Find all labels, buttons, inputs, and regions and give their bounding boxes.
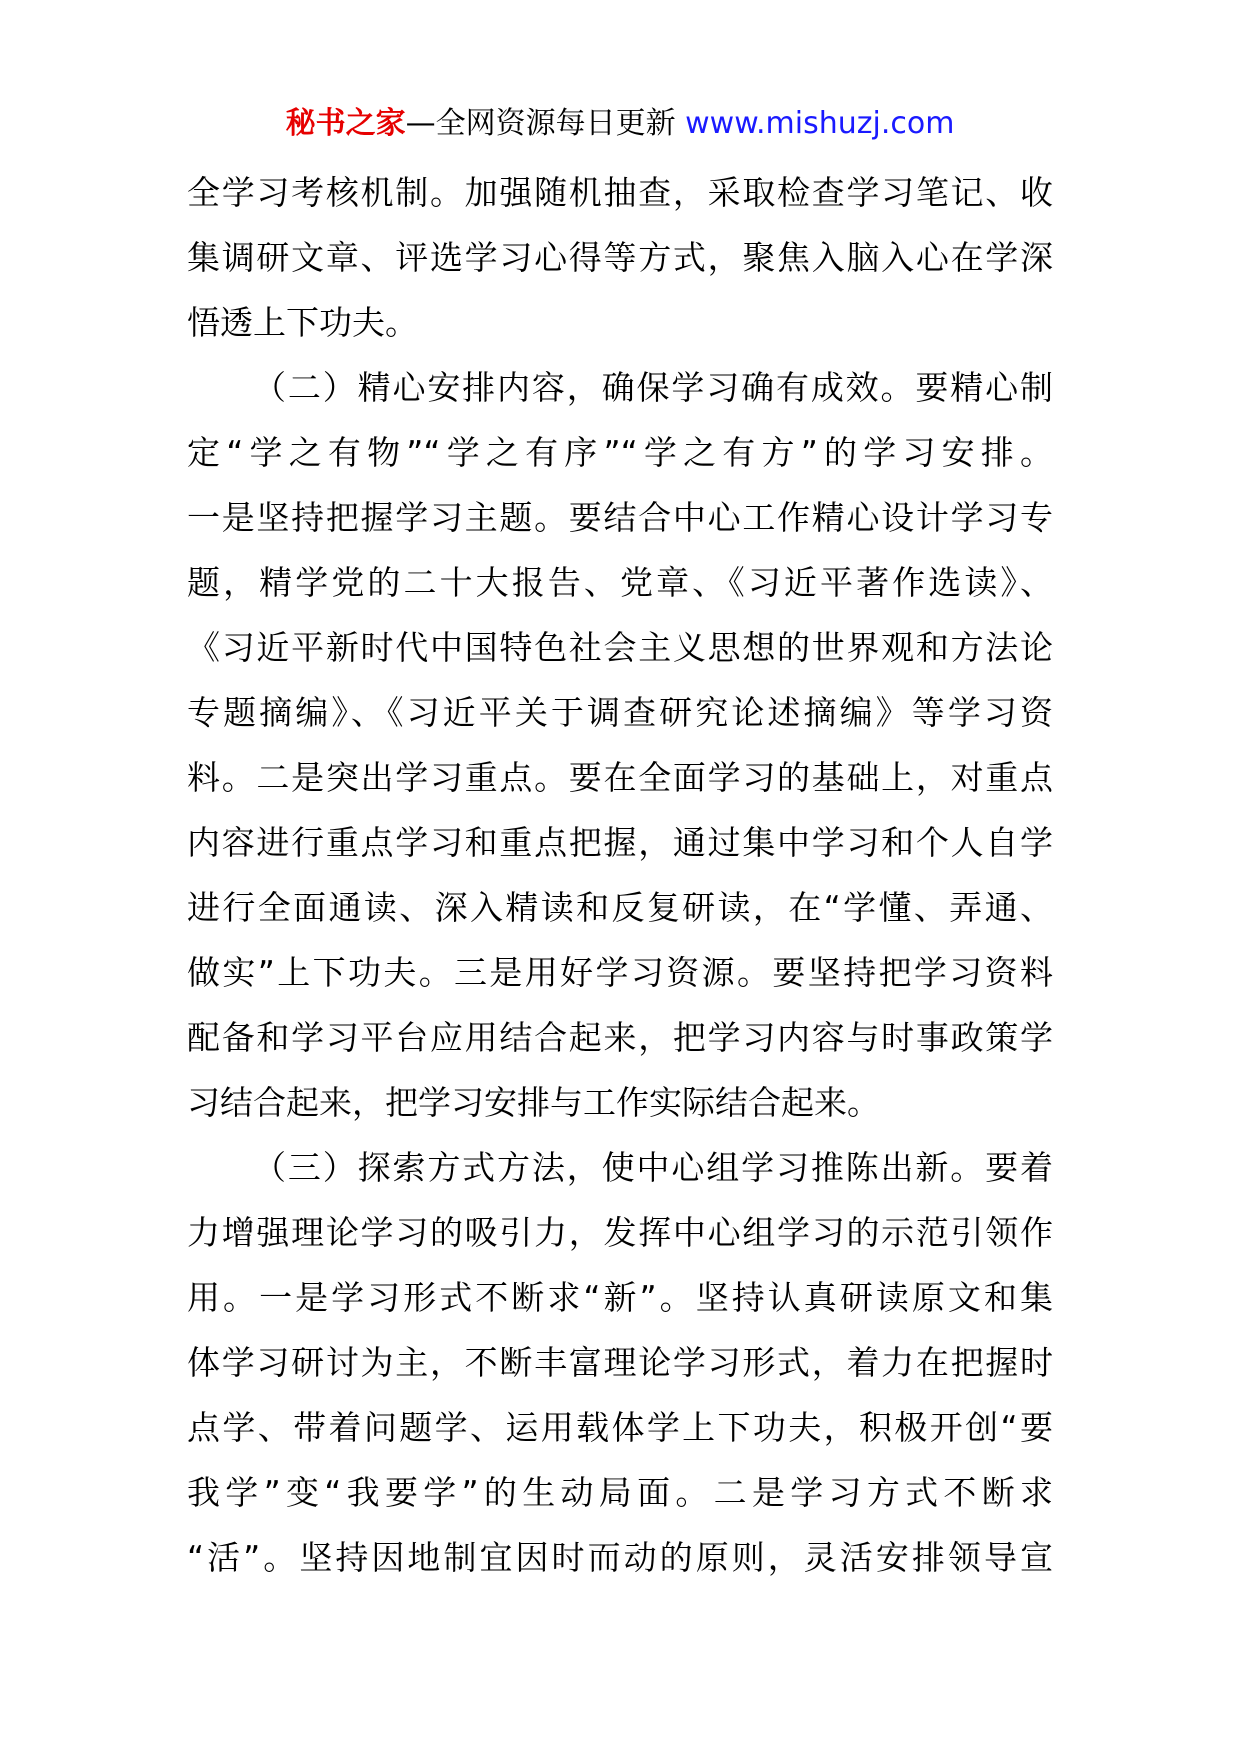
body-line: 一是坚持把握学习主题。要结合中心工作精心设计学习专	[187, 498, 1053, 537]
body-line: 点学、带着问题学、运用载体学上下功夫，积极开创“要	[187, 1408, 1053, 1447]
body-line: 题，精学党的二十大报告、党章、《习近平著作选读》、	[187, 563, 1053, 602]
body-line: 全学习考核机制。加强随机抽查，采取检查学习笔记、收	[187, 173, 1053, 212]
body-line: 配备和学习平台应用结合起来，把学习内容与时事政策学	[187, 1018, 1053, 1057]
body-line: “活”。坚持因地制宜因时而动的原则，灵活安排领导宣	[187, 1538, 1053, 1577]
body-line: 习结合起来，把学习安排与工作实际结合起来。	[187, 1083, 880, 1122]
document-body	[187, 160, 1053, 1590]
body-line: 悟透上下功夫。	[187, 303, 418, 342]
brand-name: 秘书之家	[285, 106, 406, 141]
body-line: 进行全面通读、深入精读和反复研读，在“学懂、弄通、	[187, 888, 1053, 927]
body-line: 用。一是学习形式不断求“新”。坚持认真研读原文和集	[187, 1278, 1053, 1317]
site-url-link[interactable]: www.mishuzj.com	[685, 106, 955, 141]
body-line: 内容进行重点学习和重点把握，通过集中学习和个人自学	[187, 823, 1053, 862]
body-line: 我学”变“我要学”的生动局面。二是学习方式不断求	[187, 1473, 1053, 1512]
body-line: （二）精心安排内容，确保学习确有成效。要精心制	[253, 368, 1053, 407]
header-tagline: —全网资源每日更新	[405, 106, 676, 141]
body-line: 料。二是突出学习重点。要在全面学习的基础上，对重点	[187, 758, 1053, 797]
body-line: 做实”上下功夫。三是用好学习资源。要坚持把学习资料	[187, 953, 1053, 992]
body-line: 体学习研讨为主，不断丰富理论学习形式，着力在把握时	[187, 1343, 1053, 1382]
body-line: 定“学之有物”“学之有序”“学之有方”的学习安排。	[187, 433, 1053, 472]
body-line: 力增强理论学习的吸引力，发挥中心组学习的示范引领作	[187, 1213, 1053, 1252]
body-line: 集调研文章、评选学习心得等方式，聚焦入脑入心在学深	[187, 238, 1053, 277]
body-line: 《习近平新时代中国特色社会主义思想的世界观和方法论	[187, 628, 1053, 667]
site-header	[0, 104, 1240, 144]
body-line: 专题摘编》、《习近平关于调查研究论述摘编》等学习资	[187, 693, 1053, 732]
body-line: （三）探索方式方法，使中心组学习推陈出新。要着	[253, 1148, 1053, 1187]
